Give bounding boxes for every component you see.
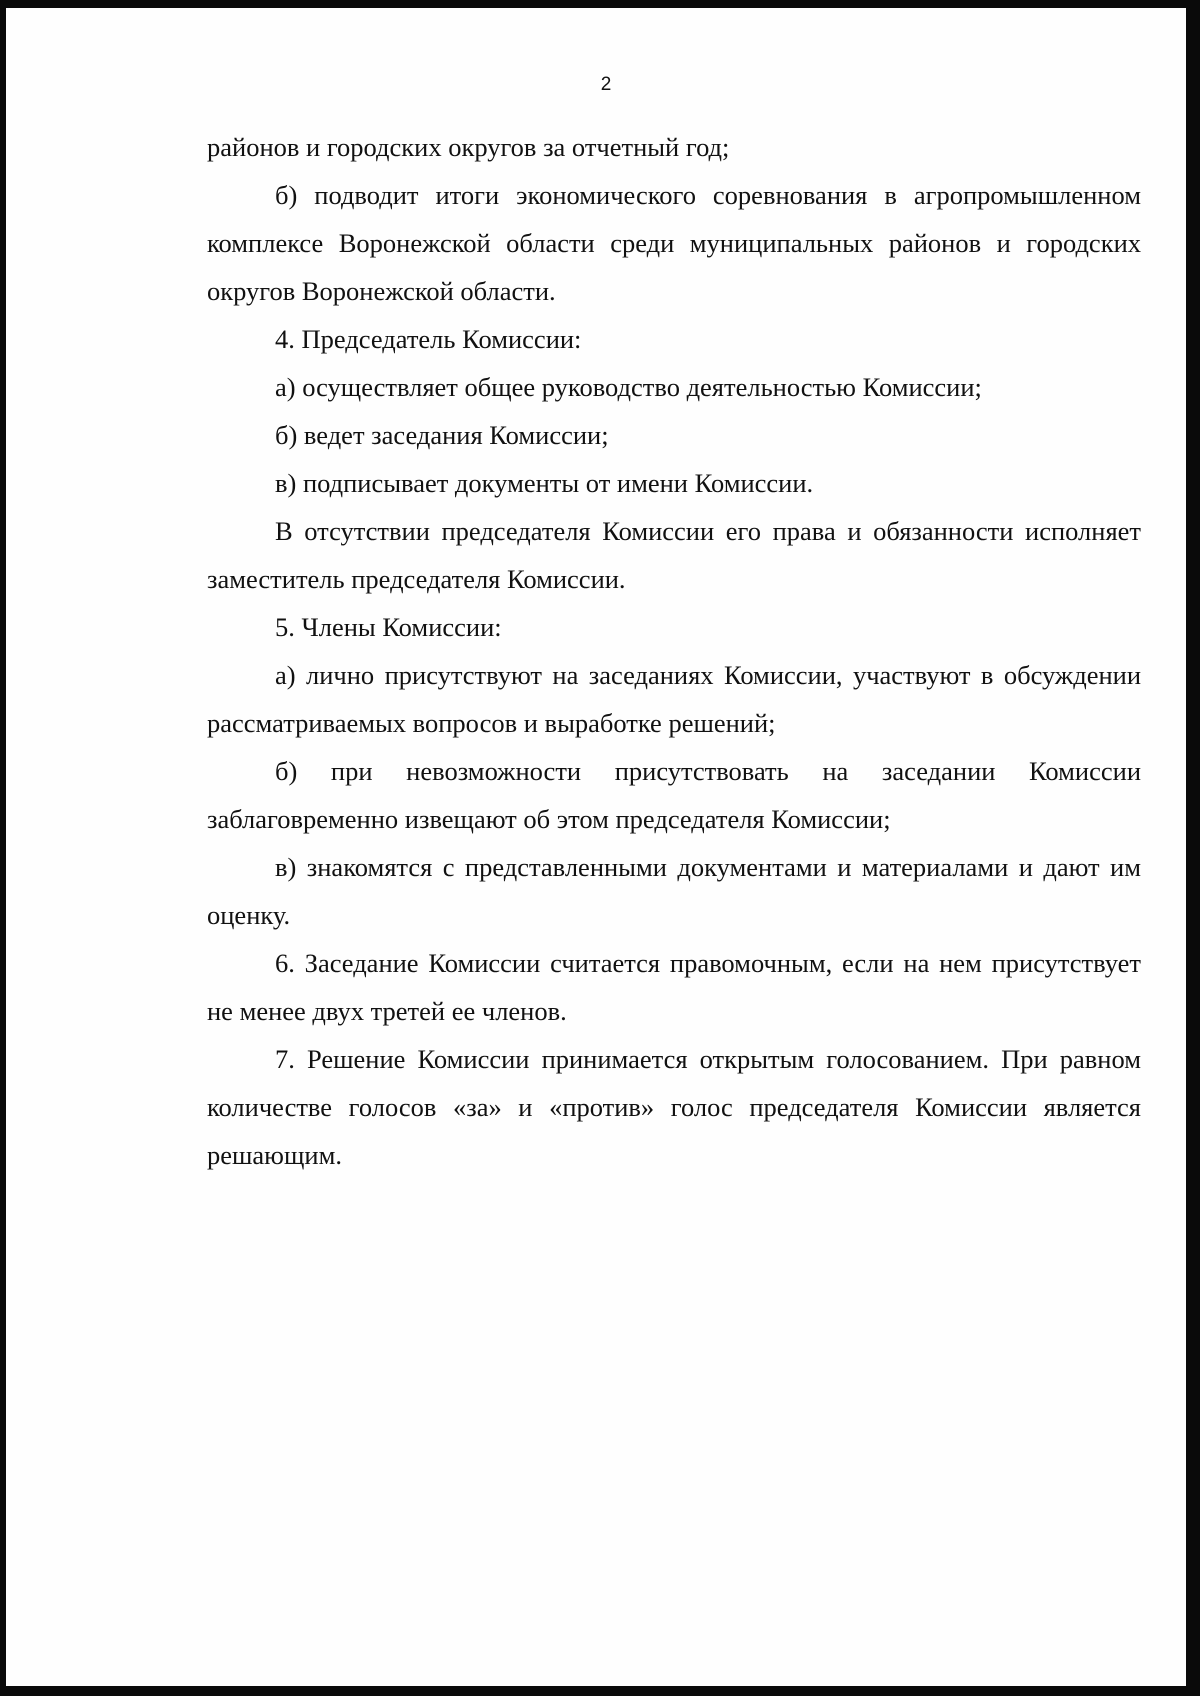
paragraph-4-deputy: В отсутствии председателя Комиссии его права и обязанности исполняет заместитель председателя Комиссии.: [207, 516, 1141, 594]
paragraph-7: 7. Решение Комиссии принимается открытым голосованием. При равном количестве голосов «за» и «против» голос председателя Комиссии является решающим.: [207, 1044, 1141, 1170]
paragraph-4v: в) подписывает документы от имени Комиссии.: [275, 468, 814, 498]
paragraph-5-heading: 5. Члены Комиссии:: [275, 612, 502, 642]
paragraph-6: 6. Заседание Комиссии считается правомочным, если на нем присутствует не менее двух третей ее членов.: [207, 948, 1141, 1026]
page-number: 2: [600, 74, 612, 95]
paragraph-5b: б) при невозможности присутствовать на заседании Комиссии заблаговременно извещают об этом председателя Комиссии;: [207, 756, 1141, 834]
paragraph-5v: в) знакомятся с представленными документами и материалами и дают им оценку.: [207, 852, 1141, 930]
paragraph-continuation: районов и городских округов за отчетный год;: [207, 132, 730, 162]
paragraph-4a: а) осуществляет общее руководство деятельностью Комиссии;: [275, 372, 982, 402]
document-body: [207, 123, 1141, 1179]
paragraph-5a: а) лично присутствуют на заседаниях Комиссии, участвуют в обсуждении рассматриваемых вопросов и выработке решений;: [207, 660, 1141, 738]
paragraph-4-heading: 4. Председатель Комиссии:: [275, 324, 582, 354]
paragraph-4b: б) ведет заседания Комиссии;: [275, 420, 609, 450]
paragraph-3b: б) подводит итоги экономического соревнования в агропромышленном комплексе Воронежской области среди муниципальных районов и городских округов Воронежской области.: [207, 180, 1141, 306]
